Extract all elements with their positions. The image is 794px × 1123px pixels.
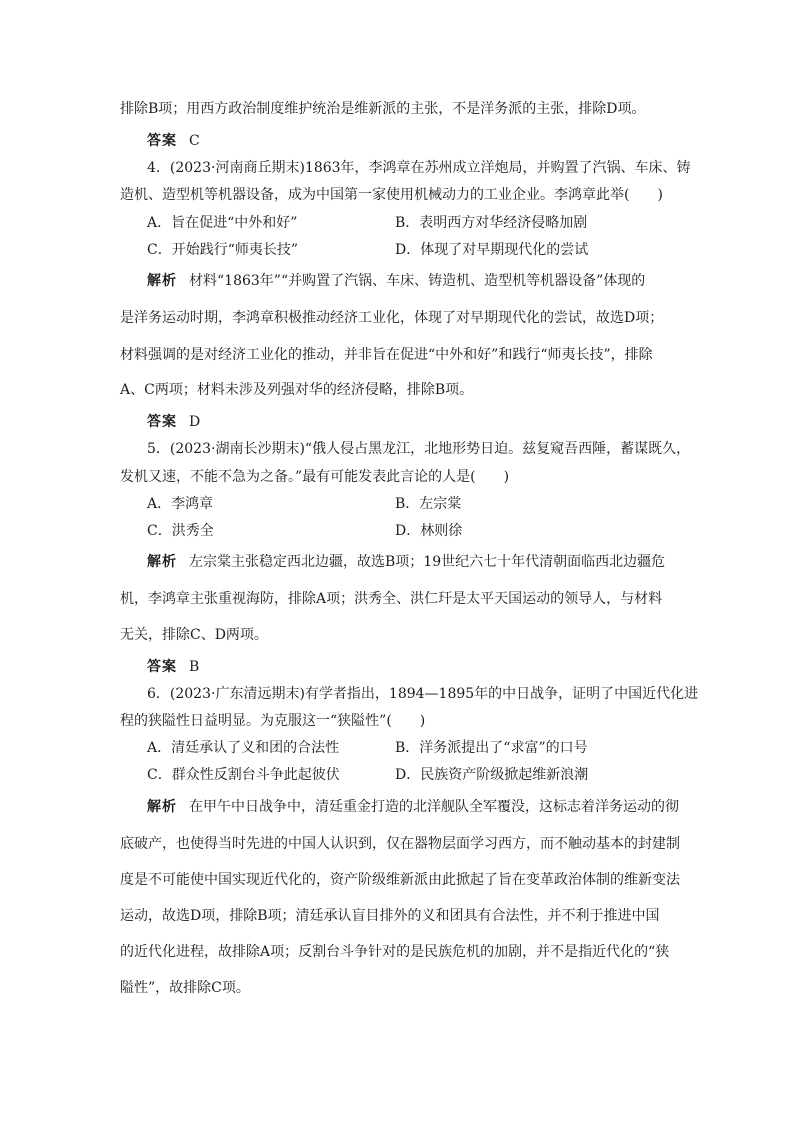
q3-answer bbox=[147, 131, 707, 151]
q5-answer bbox=[147, 657, 707, 677]
answer-value: D bbox=[189, 414, 201, 430]
q5-option-d: D．林则徐 bbox=[395, 523, 463, 539]
answer-value: C bbox=[189, 133, 200, 149]
q4-stem-line2: 造机、造型机等机器设备，成为中国第一家使用机械动力的工业企业。李鸿章此举( ) bbox=[120, 187, 663, 203]
q4-option-b: B．表明西方对华经济侵略加剧 bbox=[395, 215, 588, 231]
q5-stem-line2: 发机又速，不能不急为之备。”最有可能发表此言论的人是( ) bbox=[120, 469, 510, 485]
q5-stem-line1: 5．(2023·湖南长沙期末)“俄人侵占黑龙江，北地形势日迫。兹复窥吾西陲，蓄谋既久， bbox=[147, 441, 691, 457]
q5-option-b: B．左宗棠 bbox=[395, 496, 462, 512]
q6-option-a: A．清廷承认了义和团的合法性 bbox=[147, 740, 340, 756]
answer-value: B bbox=[189, 659, 200, 675]
analysis-text: 在甲午中日战争中，清廷重金打造的北洋舰队全军覆没，这标志着洋务运动的彻 bbox=[189, 799, 679, 815]
q5-option-c: C．洪秀全 bbox=[147, 523, 214, 539]
q6-analysis-line2: 底破产，也使得当时先进的中国人认识到，仅在器物层面学习西方，而不触动基本的封建制 bbox=[120, 836, 680, 852]
answer-label: 答案 bbox=[147, 414, 177, 430]
q5-option-a: A．李鸿章 bbox=[147, 496, 214, 512]
q4-answer bbox=[147, 412, 707, 432]
q4-analysis-line4: A、C两项；材料未涉及列强对华的经济侵略，排除B项。 bbox=[120, 382, 474, 398]
q4-analysis-line2: 是洋务运动时期，李鸿章积极推动经济工业化，体现了对早期现代化的尝试，故选D项； bbox=[120, 310, 664, 326]
analysis-text: 材料“1863年”“并购置了汽锅、车床、铸造机、造型机等机器设备”体现的 bbox=[189, 273, 646, 289]
q6-option-d: D．民族资产阶级掀起维新浪潮 bbox=[395, 767, 589, 783]
q4-analysis-line1 bbox=[147, 271, 707, 291]
prev-analysis-tail: 排除B项；用西方政治制度维护统治是维新派的主张，不是洋务派的主张，排除D项。 bbox=[120, 101, 646, 117]
q6-stem-line1: 6．(2023·广东清远期末)有学者指出，1894—1895年的中日战争，证明了中国近代化进 bbox=[147, 686, 699, 702]
q6-analysis-line6: 隘性”，故排除C项。 bbox=[120, 980, 250, 996]
q6-analysis-line4: 运动，故选D项，排除B项；清廷承认盲目排外的义和团具有合法性，并不利于推进中国 bbox=[120, 908, 660, 924]
q6-analysis-line3: 度是不可能使中国实现近代化的，资产阶级维新派由此掀起了旨在变革政治体制的维新变法 bbox=[120, 872, 680, 888]
q6-stem-line2: 程的狭隘性日益明显。为克服这一“狭隘性”( ) bbox=[120, 713, 426, 729]
q6-option-b: B．洋务派提出了“求富”的口号 bbox=[395, 740, 588, 756]
answer-label: 答案 bbox=[147, 659, 177, 675]
analysis-label: 解析 bbox=[147, 554, 177, 570]
q6-analysis-line1 bbox=[147, 797, 707, 817]
q5-analysis-line2: 机，李鸿章主张重视海防，排除A项；洪秀全、洪仁玕是太平天国运动的领导人，与材料 bbox=[120, 591, 663, 607]
q5-analysis-line3: 无关，排除C、D两项。 bbox=[120, 627, 268, 643]
q4-option-c: C．开始践行“师夷长技” bbox=[147, 242, 299, 258]
q5-analysis-line1 bbox=[147, 552, 707, 572]
q4-analysis-line3: 材料强调的是对经济工业化的推动，并非旨在促进“中外和好”和践行“师夷长技”，排除 bbox=[120, 347, 653, 363]
q4-option-a: A．旨在促进“中外和好” bbox=[147, 215, 298, 231]
q4-option-d: D．体现了对早期现代化的尝试 bbox=[395, 242, 589, 258]
analysis-label: 解析 bbox=[147, 799, 177, 815]
q4-stem-line1: 4．(2023·河南商丘期末)1863年，李鸿章在苏州成立洋炮局，并购置了汽锅、车床、铸 bbox=[147, 160, 691, 176]
q6-option-c: C．群众性反割台斗争此起彼伏 bbox=[147, 767, 340, 783]
analysis-text: 左宗棠主张稳定西北边疆，故选B项；19世纪六七十年代清朝面临西北边疆危 bbox=[189, 554, 666, 570]
analysis-label: 解析 bbox=[147, 273, 177, 289]
q6-analysis-line5: 的近代化进程，故排除A项；反割台斗争针对的是民族危机的加剧，并不是指近代化的“狭 bbox=[120, 944, 670, 960]
answer-label: 答案 bbox=[147, 133, 177, 149]
